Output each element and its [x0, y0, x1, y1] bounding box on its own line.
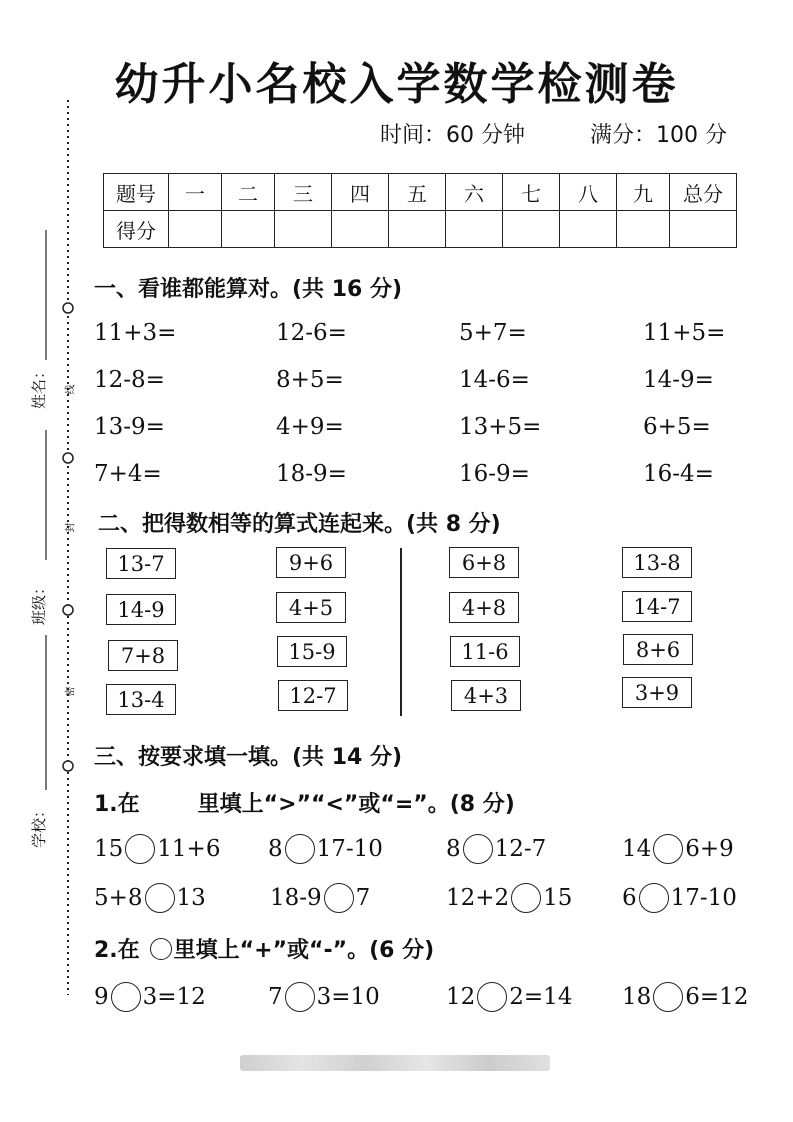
table-cell: 一 [169, 174, 222, 211]
answer-circle[interactable] [285, 982, 315, 1012]
compare-left: 15 [94, 836, 124, 862]
question1-instruction [94, 787, 515, 818]
section2-heading: 二、把得数相等的算式连起来。(共 8 分) [98, 512, 501, 537]
table-cell: 五 [389, 174, 446, 211]
match-box[interactable]: 3+9 [622, 677, 692, 708]
answer-circle[interactable] [125, 834, 155, 864]
class-label: 班级： [30, 579, 49, 626]
equation: 11+5= [643, 320, 726, 346]
answer-circle[interactable] [477, 982, 507, 1012]
match-box[interactable]: 4+8 [449, 592, 519, 623]
score-input-cell[interactable] [275, 211, 332, 248]
match-box[interactable]: 12-7 [278, 680, 348, 711]
equation: 13-9= [94, 414, 165, 440]
question2-instruction [94, 933, 434, 964]
score-input-cell[interactable] [617, 211, 670, 248]
match-box[interactable]: 6+8 [449, 547, 519, 578]
compare-right: 15 [543, 885, 573, 911]
operand-right: 6=12 [685, 984, 749, 1010]
full-score: 满分：100 分 [590, 123, 727, 148]
answer-circle[interactable] [463, 834, 493, 864]
operator-item [94, 982, 206, 1012]
binding-seal-word: 封 [65, 522, 77, 533]
compare-right: 13 [176, 885, 206, 911]
school-label: 学校： [30, 802, 49, 849]
equation: 16-9= [459, 461, 530, 487]
table-cell: 七 [503, 174, 560, 211]
compare-right: 11+6 [157, 836, 221, 862]
match-box[interactable]: 4+5 [276, 592, 346, 623]
match-box[interactable]: 7+8 [108, 640, 178, 671]
equation: 8+5= [276, 367, 344, 393]
score-input-cell[interactable] [503, 211, 560, 248]
score-input-cell[interactable] [446, 211, 503, 248]
compare-left: 18-9 [270, 885, 322, 911]
operand-left: 12 [446, 984, 476, 1010]
compare-item [270, 883, 370, 913]
compare-right: 17-10 [670, 885, 737, 911]
compare-item [94, 834, 220, 864]
score-input-cell[interactable] [222, 211, 275, 248]
match-box[interactable]: 14-9 [106, 594, 176, 625]
question2-prefix: 2.在 [94, 938, 140, 963]
compare-right: 7 [355, 885, 371, 911]
score-input-cell[interactable] [560, 211, 617, 248]
equation: 5+7= [459, 320, 527, 346]
operator-item [446, 982, 572, 1012]
answer-circle[interactable] [653, 982, 683, 1012]
divider-line [400, 548, 402, 716]
match-box[interactable]: 15-9 [277, 636, 347, 667]
answer-circle[interactable] [653, 834, 683, 864]
table-cell: 总分 [670, 174, 737, 211]
table-cell: 二 [222, 174, 275, 211]
compare-right: 12-7 [494, 836, 547, 862]
blurred-footer-watermark [240, 1055, 550, 1071]
table-cell: 九 [617, 174, 670, 211]
equation: 12-6= [276, 320, 347, 346]
compare-left: 6 [622, 885, 637, 911]
compare-item [268, 834, 383, 864]
answer-circle[interactable] [511, 883, 541, 913]
answer-circle[interactable] [639, 883, 669, 913]
match-box[interactable]: 8+6 [623, 634, 693, 665]
equation: 11+3= [94, 320, 177, 346]
question1-prefix: 1.在 [94, 792, 140, 817]
operand-right: 3=10 [316, 984, 380, 1010]
table-cell: 三 [275, 174, 332, 211]
compare-item [446, 883, 572, 913]
table-cell: 得分 [104, 211, 169, 248]
match-box[interactable]: 13-4 [106, 684, 176, 715]
match-box[interactable]: 13-7 [106, 548, 176, 579]
equation: 6+5= [643, 414, 711, 440]
match-box[interactable]: 4+3 [451, 680, 521, 711]
answer-circle[interactable] [324, 883, 354, 913]
operand-right: 2=14 [509, 984, 573, 1010]
operator-item [622, 982, 748, 1012]
match-box[interactable]: 13-8 [622, 547, 692, 578]
question2-suffix: 里填上“+”或“-”。(6 分) [173, 938, 435, 963]
compare-item [622, 834, 734, 864]
time-limit: 时间：60 分钟 [380, 123, 525, 148]
name-label: 姓名： [30, 363, 49, 410]
circle-symbol-icon [150, 938, 172, 960]
binding-secret-word: 密 [65, 686, 77, 697]
equation: 16-4= [643, 461, 714, 487]
equation: 18-9= [276, 461, 347, 487]
compare-item [446, 834, 546, 864]
compare-right: 17-10 [316, 836, 383, 862]
compare-item [94, 883, 206, 913]
operator-item [268, 982, 380, 1012]
score-table-score-row [104, 211, 737, 248]
score-table-header-row [104, 174, 737, 211]
operand-right: 3=12 [142, 984, 206, 1010]
answer-circle[interactable] [145, 883, 175, 913]
section3-heading: 三、按要求填一填。(共 14 分) [94, 745, 403, 770]
match-box[interactable]: 9+6 [276, 547, 346, 578]
score-input-cell[interactable] [169, 211, 222, 248]
table-cell: 八 [560, 174, 617, 211]
compare-left: 8 [446, 836, 461, 862]
score-input-cell[interactable] [332, 211, 389, 248]
table-cell: 四 [332, 174, 389, 211]
match-box[interactable]: 14-7 [622, 591, 692, 622]
score-input-cell[interactable] [670, 211, 737, 248]
score-table [103, 173, 737, 248]
operand-left: 18 [622, 984, 652, 1010]
equation: 4+9= [276, 414, 344, 440]
equation: 13+5= [459, 414, 542, 440]
equation: 14-9= [643, 367, 714, 393]
equation: 7+4= [94, 461, 162, 487]
binding-margin [20, 90, 90, 1010]
score-input-cell[interactable] [389, 211, 446, 248]
answer-circle[interactable] [111, 982, 141, 1012]
compare-left: 5+8 [94, 885, 143, 911]
page-title: 幼升小名校入学数学检测卷 [114, 59, 679, 110]
equation: 14-6= [459, 367, 530, 393]
question1-suffix: 里填上“>”“<”或“=”。(8 分) [197, 792, 515, 817]
answer-circle[interactable] [285, 834, 315, 864]
table-cell: 题号 [104, 174, 169, 211]
binding-line-word: 线 [65, 384, 77, 395]
operand-left: 9 [94, 984, 109, 1010]
table-cell: 六 [446, 174, 503, 211]
compare-item [622, 883, 737, 913]
compare-left: 8 [268, 836, 283, 862]
operand-left: 7 [268, 984, 283, 1010]
section1-heading: 一、看谁都能算对。(共 16 分) [94, 277, 403, 302]
compare-right: 6+9 [685, 836, 734, 862]
compare-left: 12+2 [446, 885, 510, 911]
equation: 12-8= [94, 367, 165, 393]
match-box[interactable]: 11-6 [450, 636, 520, 667]
compare-left: 14 [622, 836, 652, 862]
